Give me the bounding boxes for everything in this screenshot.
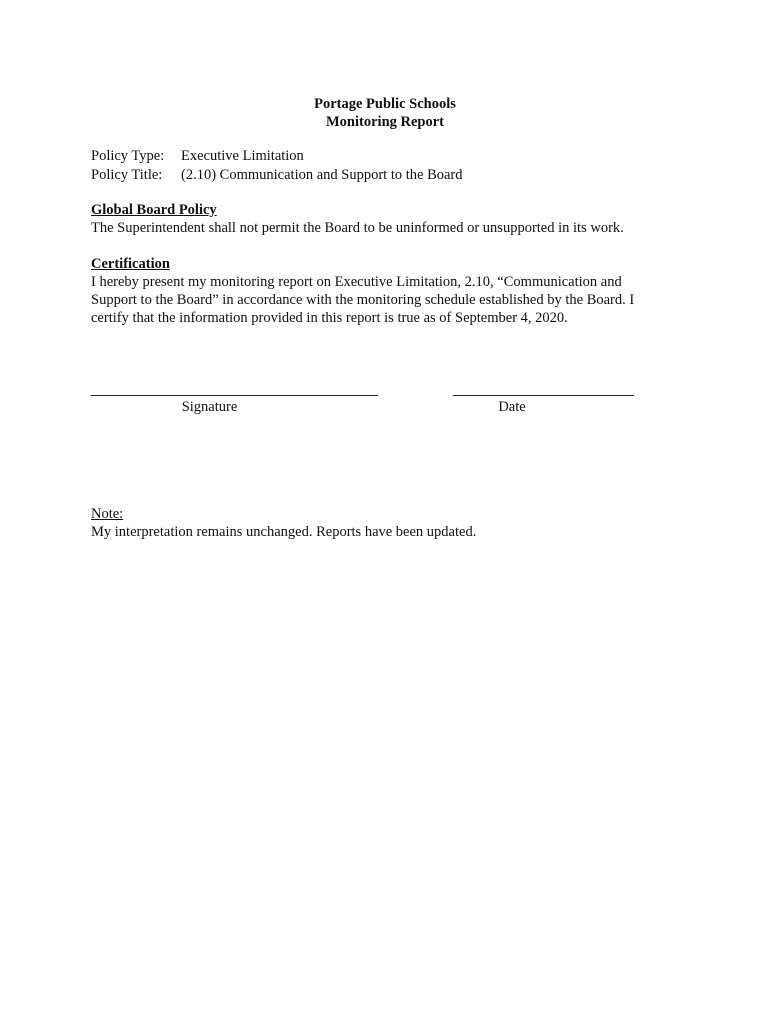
note-section [91, 505, 691, 541]
signature-label: Signature [181, 399, 238, 415]
organization-name: Portage Public Schools [314, 96, 456, 112]
note-text: My interpretation remains unchanged. Reports have been updated. [91, 524, 477, 540]
certification-line-3: certify that the information provided in this report is true as of September 4, 2020. [91, 310, 568, 326]
certification-line-2: Support to the Board” in accordance with the monitoring schedule established by the Board. I [91, 292, 635, 308]
date-line [453, 395, 634, 396]
policy-info [91, 147, 691, 185]
global-board-policy-heading: Global Board Policy [91, 202, 217, 218]
certification-heading: Certification [91, 256, 170, 272]
report-title: Monitoring Report [326, 114, 444, 130]
report-header [0, 95, 770, 131]
policy-type-value: Executive Limitation [181, 148, 304, 164]
policy-type-label: Policy Type: [91, 148, 165, 164]
date-label: Date [498, 399, 526, 415]
global-board-policy-section [91, 201, 691, 237]
global-board-policy-text: The Superintendent shall not permit the Board to be uninformed or unsupported in its work. [91, 220, 624, 236]
note-label: Note: [91, 506, 124, 522]
policy-title-row [91, 166, 691, 185]
signature-line [91, 395, 378, 396]
certification-section [91, 255, 711, 327]
policy-title-value: (2.10) Communication and Support to the Board [181, 167, 463, 183]
certification-line-1: I hereby present my monitoring report on Executive Limitation, 2.10, “Communication and [91, 274, 622, 290]
policy-type-row [91, 147, 691, 166]
policy-title-label: Policy Title: [91, 167, 163, 183]
